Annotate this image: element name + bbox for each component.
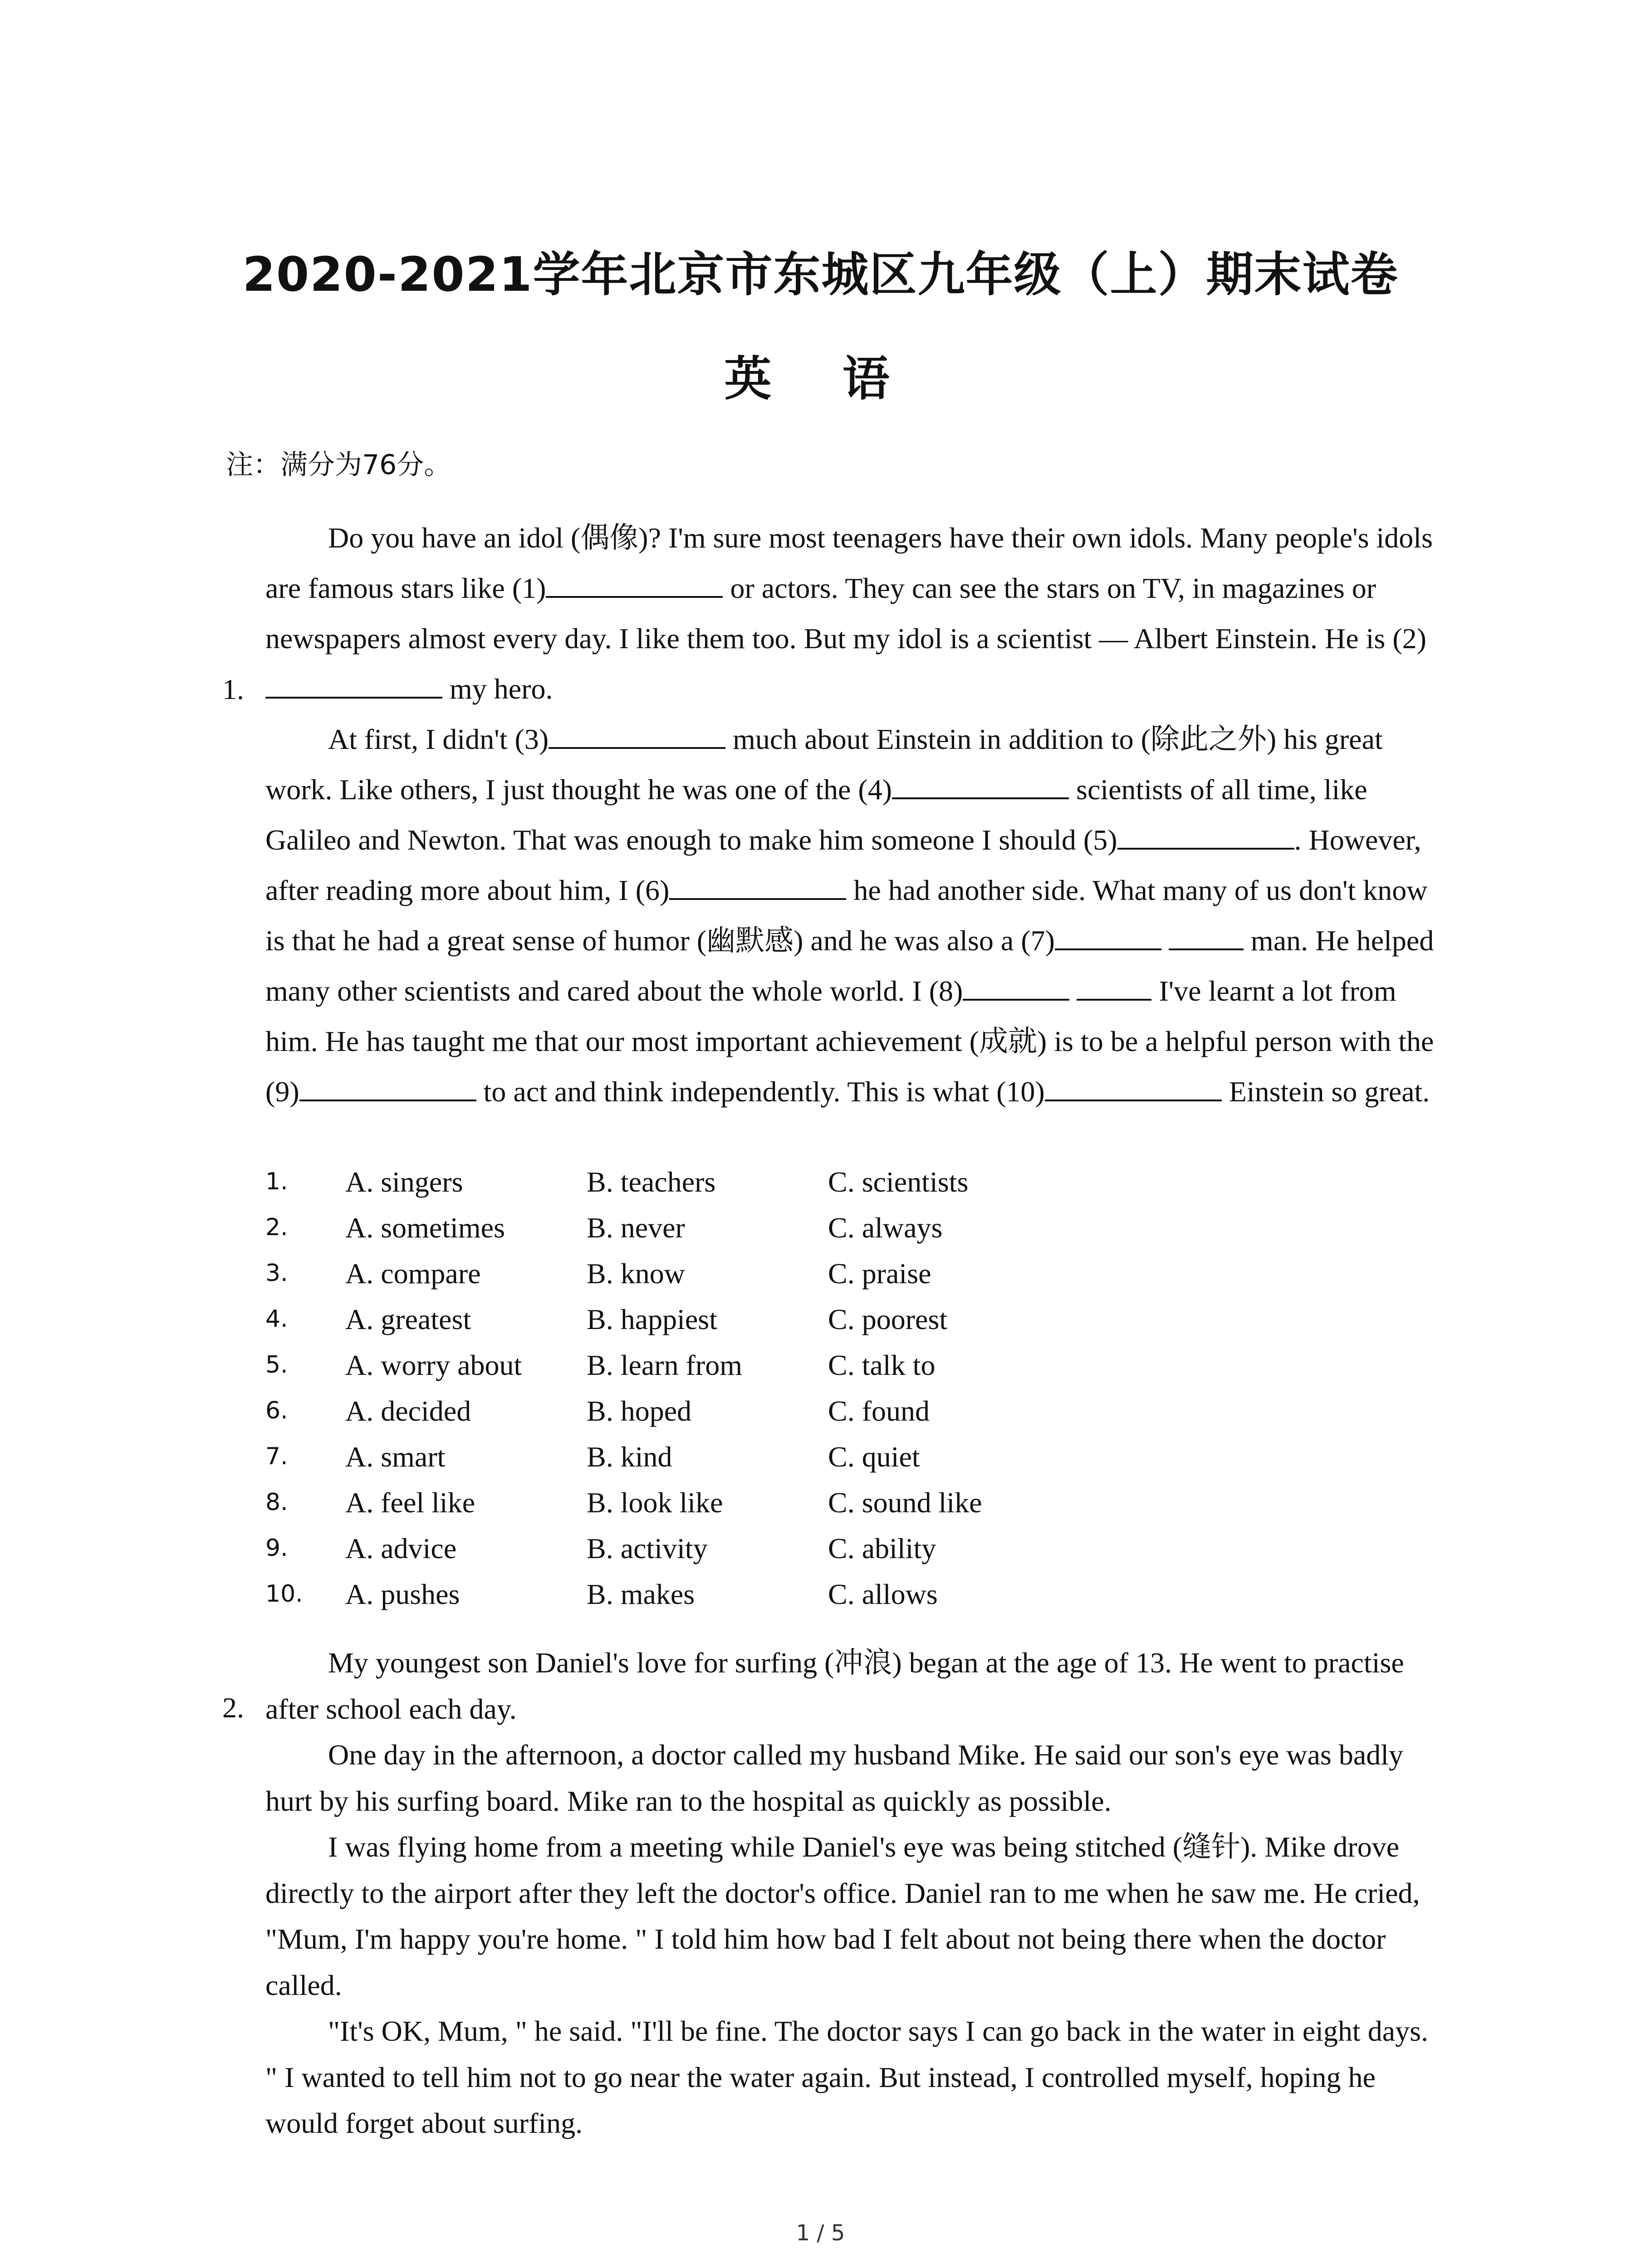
blank-4[interactable] (892, 797, 1069, 799)
blank-7b[interactable] (1169, 948, 1244, 950)
option-b[interactable]: B. hoped (587, 1395, 692, 1427)
option-a[interactable]: A. decided (345, 1395, 471, 1427)
option-row: 2. A. sometimes B. never C. always (265, 1205, 1445, 1251)
option-row: 3. A. compare B. know C. praise (265, 1251, 1445, 1296)
option-row: 7. A. smart B. kind C. quiet (265, 1434, 1445, 1480)
option-c[interactable]: C. praise (828, 1257, 931, 1290)
option-a[interactable]: A. smart (345, 1441, 446, 1473)
option-c[interactable]: C. sound like (828, 1486, 982, 1519)
exam-subject: 英 语 (724, 351, 917, 406)
option-row: 4. A. greatest B. happiest C. poorest (265, 1296, 1445, 1342)
option-a[interactable]: A. greatest (345, 1303, 471, 1335)
option-c[interactable]: C. allows (828, 1578, 938, 1610)
option-c[interactable]: C. found (828, 1395, 930, 1427)
option-row: 5. A. worry about B. learn from C. talk to (265, 1342, 1445, 1388)
passage-paragraph: At first, I didn't (3) much about Einstein in addition to (除此之外) his great work. Like others, I just thought he was one of the (4) scientists of all time, like Galileo and Newton. That was enough to make him someone I should (5) . However, after reading more about him, I (6) he had another side. What many of us don't know is that he had a great sense of humor (幽默感) and he was also a (7) man. He helped many other scientists and cared about the whole world. I (8) I've learnt a lot from him. He has taught me that our most important achievement (成就) is to be a helpful person with the (9) to act and think independently. This is what (10) Einstein so great. (265, 723, 1434, 1108)
option-a[interactable]: A. compare (345, 1257, 481, 1290)
score-note: 注：满分为76分。 (226, 449, 451, 481)
option-c[interactable]: C. ability (828, 1532, 936, 1564)
option-a[interactable]: A. pushes (345, 1578, 460, 1610)
blank-7a[interactable] (1055, 948, 1161, 950)
page-number: 1 / 5 (796, 2220, 845, 2246)
option-a[interactable]: A. advice (345, 1532, 457, 1564)
option-row: 6. A. decided B. hoped C. found (265, 1388, 1445, 1434)
option-c[interactable]: C. poorest (828, 1303, 948, 1335)
blank-8a[interactable] (963, 998, 1069, 1001)
option-c[interactable]: C. quiet (828, 1441, 920, 1473)
passage-paragraph: Do you have an idol (偶像)? I'm sure most teenagers have their own idols. Many people's idols are famous stars like (1) or actors. They can see the stars on TV, in magazines or newspapers almost every day. I like them too. But my idol is a scientist — Albert Einstein. He is (2) my hero. (265, 522, 1433, 705)
blank-9[interactable] (299, 1099, 476, 1101)
option-c[interactable]: C. always (828, 1212, 943, 1244)
option-a[interactable]: A. sometimes (345, 1212, 505, 1244)
option-b[interactable]: B. activity (587, 1532, 708, 1564)
question-number-1: 1. (222, 673, 244, 705)
options-list (265, 1159, 1445, 1617)
reading-passage (265, 1640, 1445, 2146)
passage-paragraph: I was flying home from a meeting while Daniel's eye was being stitched (缝针). Mike drove directly to the airport after they left the doctor's office. Daniel ran to me when he saw me. He cried, "Mum, I'm happy you're home. " I told him how bad I felt about not being there when the doctor called. (265, 1831, 1420, 2001)
passage-paragraph: One day in the afternoon, a doctor called my husband Mike. He said our son's eye was badly hurt by his surfing board. Mike ran to the hospital as quickly as possible. (265, 1739, 1403, 1817)
option-row: 1. A. singers B. teachers C. scientists (265, 1159, 1445, 1205)
question-number-2: 2. (222, 1691, 244, 1724)
option-row: 10. A. pushes B. makes C. allows (265, 1571, 1445, 1617)
option-b[interactable]: B. kind (587, 1441, 672, 1473)
blank-3[interactable] (549, 747, 725, 749)
option-c[interactable]: C. scientists (828, 1166, 969, 1198)
passage-paragraph: My youngest son Daniel's love for surfing (冲浪) began at the age of 13. He went to practise after school each day. (265, 1647, 1404, 1725)
option-b[interactable]: B. never (587, 1212, 685, 1244)
option-b[interactable]: B. know (587, 1257, 685, 1290)
blank-10[interactable] (1045, 1099, 1222, 1101)
blank-6[interactable] (669, 898, 846, 900)
blank-1[interactable] (546, 596, 723, 598)
option-b[interactable]: B. happiest (587, 1303, 717, 1335)
option-a[interactable]: A. feel like (345, 1486, 475, 1519)
blank-8b[interactable] (1077, 998, 1151, 1001)
blank-2[interactable] (265, 696, 442, 699)
option-row: 9. A. advice B. activity C. ability (265, 1525, 1445, 1571)
exam-title: 2020-2021学年北京市东城区九年级（上）期末试卷 (242, 247, 1399, 302)
option-b[interactable]: B. teachers (587, 1166, 716, 1198)
option-a[interactable]: A. singers (345, 1166, 463, 1198)
option-b[interactable]: B. makes (587, 1578, 695, 1610)
passage-paragraph: "It's OK, Mum, " he said. "I'll be fine. The doctor says I can go back in the water in eight days. " I wanted to tell him not to go near the water again. But instead, I controlled myself, hoping he would forget about surfing. (265, 2015, 1428, 2139)
cloze-passage (265, 513, 1445, 1117)
option-row: 8. A. feel like B. look like C. sound like (265, 1480, 1445, 1525)
option-b[interactable]: B. learn from (587, 1349, 742, 1381)
option-a[interactable]: A. worry about (345, 1349, 522, 1381)
option-b[interactable]: B. look like (587, 1486, 723, 1519)
option-c[interactable]: C. talk to (828, 1349, 936, 1381)
blank-5[interactable] (1117, 847, 1294, 850)
